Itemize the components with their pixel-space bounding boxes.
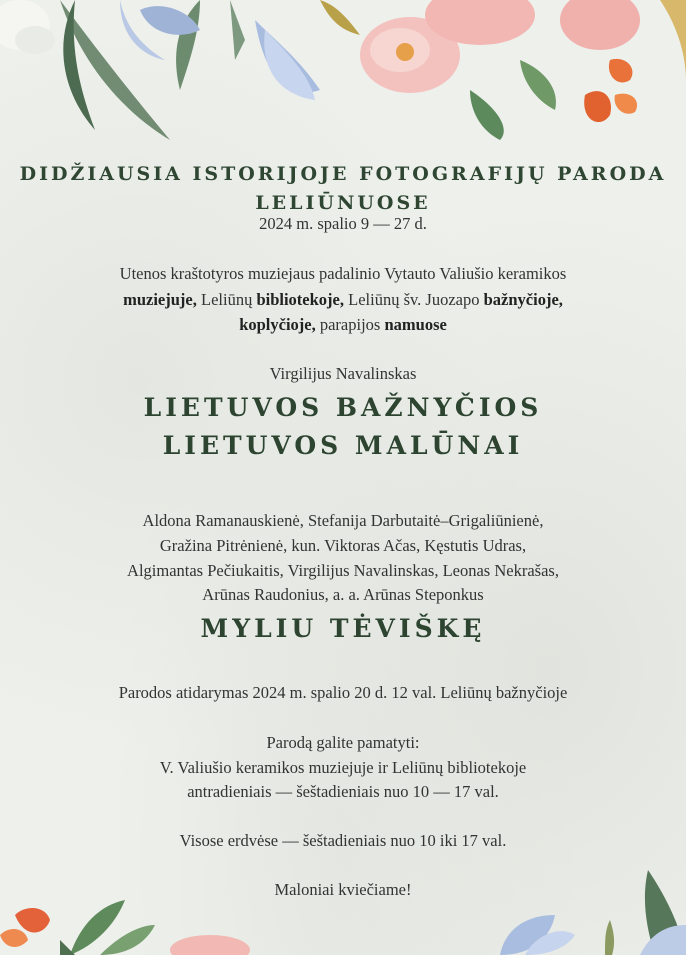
top-left-flowers-icon: [0, 0, 320, 140]
welcome-text: Maloniai kviečiame!: [274, 880, 412, 899]
exhibition-dates: 2024 m. spalio 9 — 27 d.: [259, 214, 427, 233]
exhibit2-authors-line3: Algimantas Pečiukaitis, Virgilijus Navalinskas, Leonas Nekrašas,: [127, 561, 559, 580]
exhibit1-title2: LIETUVOS MALŪNAI: [162, 431, 524, 460]
visit-line1: Parodą galite pamatyti:: [266, 733, 420, 752]
visit-line2: V. Valiušio keramikos muziejuje ir Leliūnų bibliotekoje: [159, 758, 527, 777]
headline-line1: DIDŽIAUSIA ISTORIJOJE FOTOGRAFIJŲ PARODA: [19, 163, 667, 185]
exhibit1-author: Virgilijus Navalinskas: [269, 364, 417, 383]
exhibit2-authors-line4: Arūnas Raudonius, a. a. Arūnas Steponkus: [202, 585, 484, 604]
opening-info: Parodos atidarymas 2024 m. spalio 20 d. 12 val. Leliūnų bažnyčioje: [118, 683, 568, 702]
exhibit2-title: MYLIU TĖVIŠKĘ: [200, 614, 486, 643]
top-right-flowers-icon: [320, 0, 686, 140]
exhibit1-title1: LIETUVOS BAŽNYČIOS: [143, 393, 543, 422]
all-venues-hours: Visose erdvėse — šeštadieniais nuo 10 iki 17 val.: [179, 831, 507, 850]
venues-line2: muziejuje, Leliūnų bibliotekoje, Leliūnų šv. Juozapo bažnyčioje,: [123, 290, 563, 309]
visit-line3: antradieniais — šeštadieniais nuo 10 — 17 val.: [187, 782, 499, 801]
venues-line1: Utenos kraštotyros muziejaus padalinio Vytauto Valiušio keramikos: [119, 264, 567, 283]
headline-line2: LELIŪNUOSE: [255, 192, 431, 214]
bottom-left-flowers-icon: [0, 900, 250, 955]
exhibit2-authors-line2: Gražina Pitrėnienė, kun. Viktoras Ačas, Kęstutis Udras,: [159, 536, 527, 555]
venues-line3: koplyčioje, parapijos namuose: [239, 315, 447, 334]
exhibit2-authors-line1: Aldona Ramanauskienė, Stefanija Darbutaitė–Grigaliūnienė,: [142, 511, 544, 530]
